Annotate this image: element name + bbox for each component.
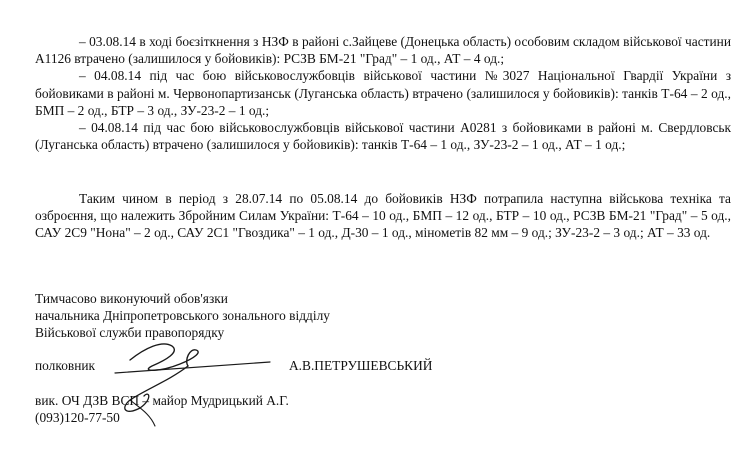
signatory-title-line-3: Військової служби правопорядку [35,325,225,340]
executor-line: вик. ОЧ ДЗВ ВСП – майор Мудрицький А.Г. [35,393,289,408]
loss-entry-zaitseve: – 03.08.14 в ході боєзіткнення з НЗФ в районі с.Зайцеве (Донецька область) особовим складом військової частини А1126 втрачено (залишилося у бойовиків): РСЗВ БМ-21 "Град" – 1 од., АТ – 4 од.; [35,34,731,67]
signatory-rank: полковник [35,358,96,373]
summary-paragraph: Таким чином в період з 28.07.14 по 05.08.14 до бойовиків НЗФ потрапила наступна військова техніка та озброєння, що належить Збройним Силам України: Т-64 – 10 од., БМП – 12 од., БТР – 10 од., РСЗВ БМ-21 "Град" – 5 од., САУ 2С9 "Нона" – 2 од., САУ 2С1 "Гвоздика" – 1 од., Д-30 – 1 од., мінометів 82 мм – 9 од.; ЗУ-23-2 – 3 од.; АТ – 33 од. [35,191,731,241]
loss-entry-chervonopartyzansk: – 04.08.14 під час бою військовослужбовців військової частини №3027 Національної Гвардії України з бойовиками в районі м. Червонопартизанськ (Луганська область) втрачено (залишилося у бойовиків): танків Т-64 – 2 од., БМП – 2 од., БТР – 3 од., ЗУ-23-2 – 1 од.; [35,68,731,118]
signatory-title-line-2: начальника Дніпропетровського зонального відділу [35,308,330,323]
signatory-name: А.В.ПЕТРУШЕВСЬКИЙ [289,358,433,373]
losses-list [35,33,731,153]
executor-phone: (093)120-77-50 [35,410,120,425]
signatory-title-line-1: Тимчасово виконуючий обов'язки [35,291,228,306]
summary-block [35,190,731,242]
handwritten-signature [100,330,280,440]
loss-entry-sverdlovsk: – 04.08.14 під час бою військовослужбовців військової частини А0281 з бойовиками в районі м. Свердловськ (Луганська область) втрачено (залишилося у бойовиків): танків Т-64 – 1 од., ЗУ-23-2 – 1 од., АТ – 1 од.; [35,120,731,153]
